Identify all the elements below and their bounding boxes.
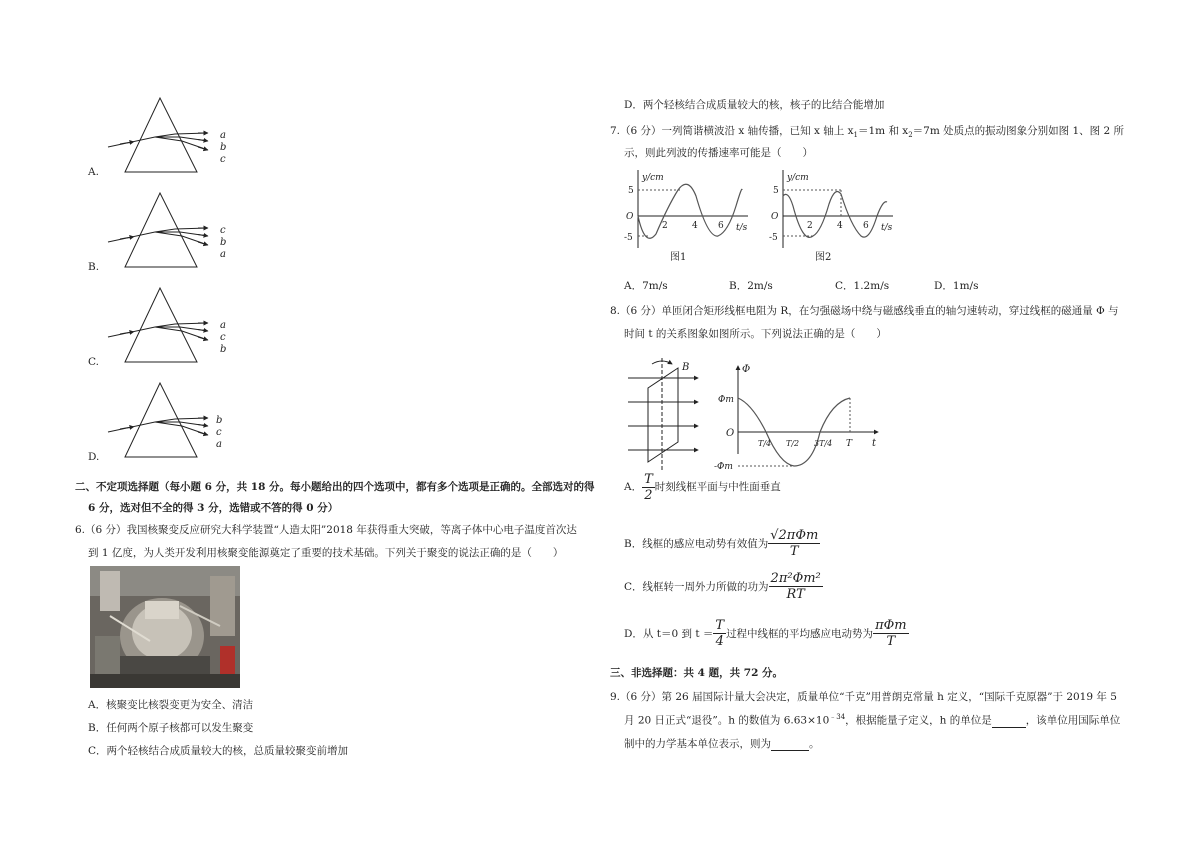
graph1-origin: O: [626, 212, 634, 222]
q8-option-d: D．从 t＝0 到 t ＝ $\frac{T}{4}$ 过程中线框的平均感应电动势为 $\frac{\text{πΦm}}{T}$: [624, 618, 907, 649]
graph2-tick-5: 5: [773, 186, 779, 196]
q7-line1: 7.（6 分）一列简谐横波沿 x 轴传播，已知 x 轴上 $x_1=1m$ 和 $x_2=7m$ 处质点的振动图象分别如图 1、图 2 所: [610, 125, 1125, 140]
graph2-caption: 图2: [815, 252, 832, 263]
q8-line1: 8.（6 分）单匝闭合矩形线框电阻为 R，在匀强磁场中绕与磁感线垂直的轴匀速转动，穿过线框的磁通量 Φ 与: [610, 305, 1119, 317]
q7-option-b: B．2m/s: [729, 280, 773, 292]
section2-title-line2: 6 分，选对但不全的得 3 分，选错或不答的得 0 分）: [88, 502, 339, 514]
graph2-tick-2: 2: [807, 221, 813, 231]
prism-a-ray-3: c: [220, 154, 226, 165]
prism-c-ray-1: a: [220, 320, 226, 331]
q8-fig-T: T: [846, 439, 853, 449]
graph-1: [624, 170, 748, 263]
prism-a-ray-2: b: [220, 142, 227, 153]
prism-d: [108, 383, 208, 457]
q8-line2: 时间 t 的关系图象如图所示。下列说法正确的是（ ）: [624, 328, 887, 340]
prism-c: [108, 288, 208, 362]
q6-option-a: A．核聚变比核裂变更为安全、清洁: [88, 699, 254, 711]
graph1-tick-4: 4: [692, 221, 698, 231]
prism-b-ray-3: a: [220, 249, 226, 260]
graph1-axis-x: t/s: [736, 223, 748, 233]
q9-line2: 月 20 日正式“退役”。h 的数值为 $6.63\times 10^{﹣34}$，根据能量子定义，h 的单位是 ，该单位用国际单位: [624, 713, 1121, 727]
q6-line2: 到 1 亿度，为人类开发利用核聚变能源奠定了重要的技术基础。下列关于聚变的说法正确的是（ ）: [88, 547, 564, 559]
section2-title-line1: 二、不定项选择题（每小题 6 分，共 18 分。每小题给出的四个选项中，都有多个选项是正确的。全部选对的得: [75, 481, 595, 493]
q7-option-d: D．1m/s: [934, 280, 979, 292]
fusion-device-photo: [90, 566, 240, 688]
graph2-axis-x: t/s: [881, 223, 893, 233]
q8-option-a-label: A．: [624, 481, 643, 493]
graph1-caption: 图1: [670, 252, 687, 263]
prism-c-ray-2: c: [220, 332, 226, 343]
graph-2: [769, 170, 893, 263]
option-c-label: C.: [88, 356, 99, 368]
q6-option-d: D．两个轻核结合成质量较大的核，核子的比结合能增加: [624, 99, 885, 111]
prism-c-ray-3: b: [220, 344, 227, 355]
q9-line1: 9.（6 分）第 26 届国际计量大会决定，质量单位“千克”用普朗克常量 h 定义，“国际千克原器”于 2019 年 5: [610, 691, 1117, 703]
prism-b: [108, 193, 208, 267]
q8-fig-mphim: -Φm: [714, 462, 733, 470]
q8-option-c: C．线框转一周外力所做的功为 $\frac{\text{2π²Φm²}}{RT}$: [624, 571, 821, 602]
graph1-axis-y: y/cm: [642, 173, 664, 183]
option-b-label: B.: [88, 261, 100, 273]
graph2-tick-6: 6: [863, 221, 869, 231]
graph2-origin: O: [771, 212, 779, 222]
graph1-tick-6: 6: [718, 221, 724, 231]
graph1-tick-m5: -5: [624, 233, 633, 243]
option-d-label: D.: [88, 451, 100, 463]
q6-option-b: B．任何两个原子核都可以发生聚变: [88, 722, 254, 734]
graph1-tick-5: 5: [628, 186, 634, 196]
q8-fig-B: B: [682, 362, 690, 373]
q8-fig-phi: Φ: [742, 364, 751, 375]
q8-fig-O: O: [726, 428, 735, 439]
prism-figures: [80, 90, 280, 470]
q8-fig-phim: Φm: [718, 395, 734, 405]
q9-blank-1[interactable]: [992, 715, 1026, 728]
q7-option-a: A．7m/s: [624, 280, 668, 292]
prism-b-ray-1: c: [220, 225, 226, 236]
q8-fig-3T4: 3T/4: [814, 439, 833, 448]
prism-a-ray-1: a: [220, 130, 226, 141]
prism-d-ray-3: a: [216, 439, 222, 450]
prism-d-ray-2: c: [216, 427, 222, 438]
q8-fig-t: t: [872, 438, 877, 449]
section3-title: 三、非选择题：共 4 题，共 72 分。: [610, 667, 784, 679]
graph2-tick-4: 4: [837, 221, 843, 231]
q6-line1: 6.（6 分）我国核聚变反应研究大科学装置“人造太阳”2018 年获得重大突破，等离子体中心电子温度首次达: [75, 524, 577, 536]
q7-graphs: [618, 166, 908, 272]
option-a-label: A.: [88, 166, 99, 178]
q8-fig-T2: T/2: [786, 439, 800, 448]
q7-option-c: C．1.2m/s: [835, 280, 890, 292]
prism-a: [108, 98, 208, 172]
graph1-tick-2: 2: [662, 221, 668, 231]
q9-line3: 制中的力学基本单位表示，则为 。: [624, 738, 820, 750]
q7-line2: 示，则此列波的传播速率可能是（ ）: [624, 147, 813, 159]
q6-option-c: C．两个轻核结合成质量较大的核，总质量较聚变前增加: [88, 745, 349, 757]
prism-d-ray-1: b: [216, 415, 223, 426]
graph2-tick-m5: -5: [769, 233, 778, 243]
q9-blank-2[interactable]: [771, 738, 809, 751]
prism-b-ray-2: b: [220, 237, 227, 248]
q8-figure: [622, 358, 892, 470]
q8-fig-T4: T/4: [758, 439, 772, 448]
graph2-axis-y: y/cm: [787, 173, 809, 183]
q8-option-b: B．线框的感应电动势有效值为 $\frac{\text{√2πΦm}}{T}$: [624, 528, 819, 559]
q8-option-a: A． $\frac{T}{2}$ 时刻线框平面与中性面垂直: [624, 472, 781, 503]
